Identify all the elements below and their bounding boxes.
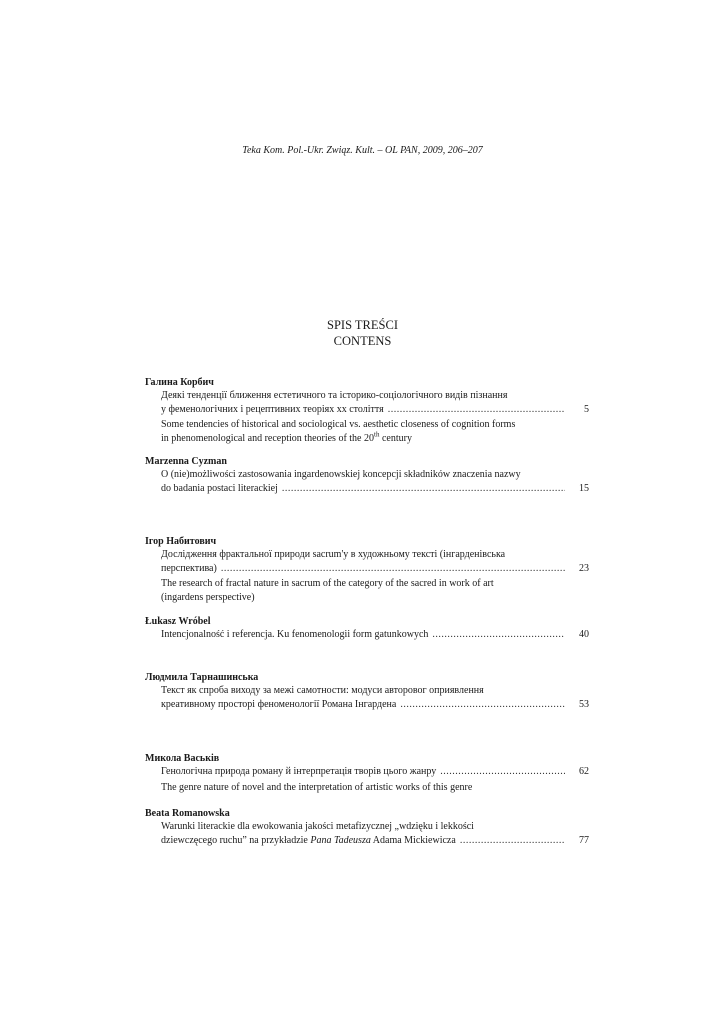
page-number: 62 xyxy=(579,766,589,777)
entry-title-leader-line xyxy=(161,403,589,417)
work-title-italic: Pana Tadeusza xyxy=(310,834,371,846)
page-number: 15 xyxy=(579,482,589,494)
page-number: 40 xyxy=(579,629,589,640)
dot-leader xyxy=(440,765,565,779)
entry-title-line: do badania postaci literackiej xyxy=(161,482,278,494)
entry-author: Ігор Набитович xyxy=(145,536,217,547)
page-number: 5 xyxy=(584,403,589,415)
entry-english-title-line: The genre nature of novel and the interpretation of artistic works of this genre xyxy=(161,781,473,793)
entry-title-line: у феменологічних і рецептивних теоріях хх століття xyxy=(161,403,384,415)
entry-title-leader-line xyxy=(161,765,589,779)
toc-entry-korbych xyxy=(145,377,589,445)
title-polish: SPIS TREŚCI xyxy=(327,318,398,332)
superscript-th: th xyxy=(374,430,380,439)
entry-english-title-line: (ingardens perspective) xyxy=(161,591,255,603)
dot-leader xyxy=(388,403,565,417)
dot-leader xyxy=(460,834,565,848)
toc-entry-tarnashynska xyxy=(145,672,589,711)
entry-title-leader-line xyxy=(161,628,589,642)
journal-header: Teka Kom. Pol.-Ukr. Związ. Kult. – OL PAN, 2009, 206–207 xyxy=(242,145,483,156)
entry-author: Beata Romanowska xyxy=(145,808,230,819)
entry-english-title-line: The research of fractal nature in sacrum of the category of the sacred in work of art xyxy=(161,578,494,589)
page-number: 53 xyxy=(579,698,589,710)
entry-english-title-line: Some tendencies of historical and sociological vs. aesthetic closeness of cognition forms xyxy=(161,419,516,430)
entry-author: Галина Корбич xyxy=(145,377,214,388)
entry-title-line: O (nie)możliwości zastosowania ingardenowskiej koncepcji składników znaczenia nazwy xyxy=(161,469,521,480)
entry-title-line: креативному просторі феноменології Романа Інгардена xyxy=(161,698,397,710)
dot-leader xyxy=(400,698,565,712)
entry-title-line: dziewczęcego ruchu” na przykładzie Pana Tadeusza Adama Mickiewicza xyxy=(161,834,456,846)
entry-title-line: Текст як спроба виходу за межі самотности: модуси авторовог оприявлення xyxy=(161,685,484,696)
entry-title-leader-line xyxy=(161,562,589,576)
entry-author: Микола Васьків xyxy=(145,753,220,764)
title-english: CONTENS xyxy=(333,334,392,348)
entry-title-line: перспектива) xyxy=(161,562,217,574)
entry-title-leader-line xyxy=(161,834,589,848)
toc-entry-wrobel xyxy=(145,616,589,642)
contents-title xyxy=(0,317,725,349)
dot-leader xyxy=(432,628,565,642)
toc-entry-romanowska xyxy=(145,808,589,847)
toc-entry-vaskiv xyxy=(145,753,589,794)
dot-leader xyxy=(282,482,565,496)
entry-title-leader-line xyxy=(161,698,589,712)
entry-title-leader-line xyxy=(161,482,589,496)
entry-title-line: Генологічна природа роману й інтерпретація творів цього жанру xyxy=(161,766,437,777)
entry-title-line: Деякі тенденції ближення естетичного та історико-соціологічного видів пізнання xyxy=(161,390,508,401)
page-number: 77 xyxy=(579,834,589,846)
dot-leader xyxy=(221,562,565,576)
entry-title-line: Дослідження фрактальної природи sacrum'у в художньому тексті (інгарденівська xyxy=(161,549,506,560)
entry-author: Marzenna Cyzman xyxy=(145,456,227,467)
entry-english-title-line: in phenomenological and reception theories of the 20th century xyxy=(161,430,412,444)
toc-entry-cyzman xyxy=(145,456,589,495)
page-number: 23 xyxy=(579,562,589,574)
entry-author: Łukasz Wróbel xyxy=(145,616,211,627)
toc-entry-nabytovych xyxy=(145,536,589,604)
entry-title-line: Intencjonalność i referencja. Ku fenomenologii form gatunkowych xyxy=(161,629,429,640)
entry-title-line: Warunki literackie dla ewokowania jakości metafizycznej „wdzięku i lekkości xyxy=(161,821,474,832)
entry-author: Людмила Тарнашинська xyxy=(145,672,259,683)
